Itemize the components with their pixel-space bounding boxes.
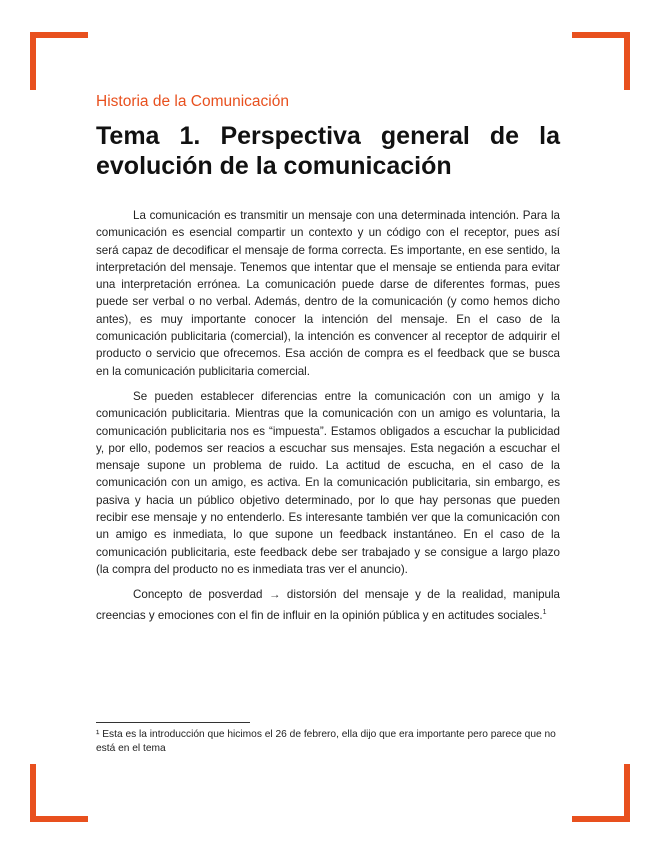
footnote-reference[interactable]: 1	[542, 608, 547, 616]
body-paragraph-3	[96, 586, 560, 623]
corner-mark-top-right	[572, 32, 630, 90]
corner-mark-bottom-right	[572, 764, 630, 822]
footnote: ¹ Esta es la introducción que hicimos el 26 de febrero, ella dijo que era importante pero parece que no está en el tema	[96, 729, 556, 754]
corner-mark-bottom-left	[30, 764, 88, 822]
page-title: Tema 1. Perspectiva general de la evolución de la comunicación	[96, 122, 560, 180]
subject-heading: Historia de la Comunicación	[96, 93, 289, 110]
paragraph-3-text: Concepto de posverdad → distorsión del mensaje y de la realidad, manipula creencias y emociones con el fin de influir en la opinión pública y en actitudes sociales.	[96, 588, 560, 622]
footnote-separator	[96, 722, 250, 723]
body-paragraph-2: Se pueden establecer diferencias entre la comunicación con un amigo y la comunicación publicitaria. Mientras que la comunicación con un amigo es voluntaria, la comunicación publicitaria nos es “impuesta”. Estamos obligados a escuchar la publicidad y, por ello, podemos ser reacios a escuchar sus mensajes. Esta negación a escuchar el mensaje supone un problema de ruido. La actitud de escucha, en el caso de la comunicación con un amigo, es activa. En la comunicación publicitaria, sin embargo, es pasiva y hacia un público objetivo determinado, por lo que hay personas que pueden recibir ese mensaje y no entenderlo. Es interesante también ver que la comunicación con un amigo es inmediata, lo que supone un feedback instantáneo. En el caso de la comunicación publicitaria, este feedback debe ser trabajado y se consigue a largo plazo (la compra del producto no es inmediata tras ver el anuncio).	[96, 389, 560, 576]
body-paragraph-1: La comunicación es transmitir un mensaje con una determinada intención. Para la comunicación es esencial compartir un contexto y un código con el receptor, pues así será capaz de decodificar el mensaje de forma correcta. Es importante, en ese sentido, la interpretación del mensaje. Tenemos que intentar que el mensaje se entienda para evitar una interpretación errónea. La comunicación puede darse de diferentes formas, pues puede ser verbal o no verbal. Además, dentro de la comunicación (y como hemos dicho antes), es muy importante conocer la intención del mensaje. En el caso de la comunicación publicitaria (comercial), la intención es convencer al receptor de adquirir el producto o servicio que ofrecemos. Esa acción de compra es el feedback que se busca en la comunicación publicitaria comercial.	[96, 209, 560, 378]
corner-mark-top-left	[30, 32, 88, 90]
page-content	[96, 91, 560, 632]
